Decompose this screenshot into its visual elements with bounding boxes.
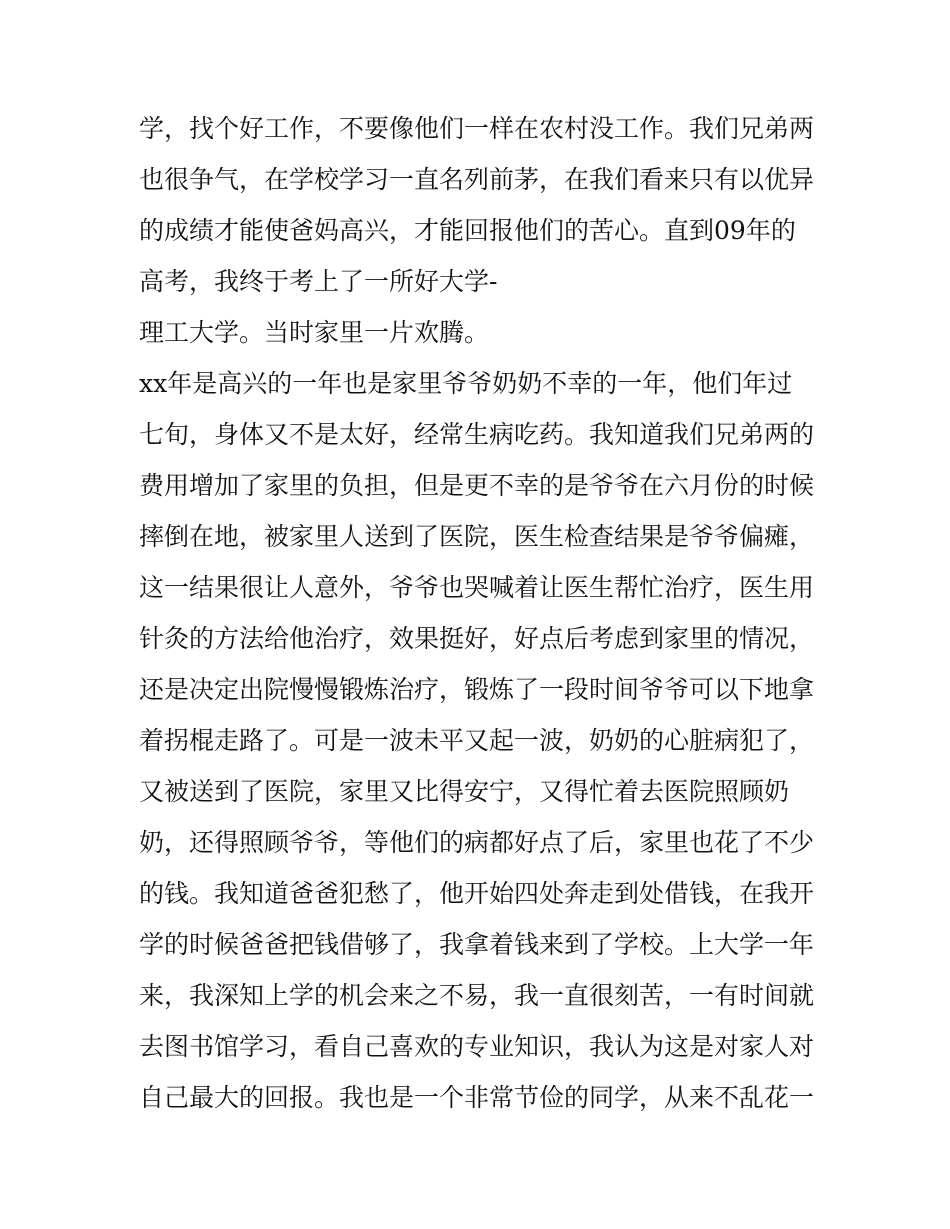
text-line: 奶，还得照顾爷爷，等他们的病都好点了后，家里也花了不少 [139, 828, 815, 857]
text-line: 还是决定出院慢慢锻炼治疗，锻炼了一段时间爷爷可以下地拿 [139, 675, 815, 704]
text-line: 高考，我终于考上了一所好大学- [139, 267, 498, 296]
text-line: 又被送到了医院，家里又比得安宁，又得忙着去医院照顾奶 [139, 777, 790, 806]
text-line: 这一结果很让人意外，爷爷也哭喊着让医生帮忙治疗，医生用 [139, 573, 815, 602]
text-line: 七旬，身体又不是太好，经常生病吃药。我知道我们兄弟两的 [139, 420, 815, 449]
text-line: 理工大学。当时家里一片欢腾。 [139, 318, 490, 347]
text-line: xx年是高兴的一年也是家里爷爷奶奶不幸的一年，他们年过 [139, 369, 793, 398]
text-line: 费用增加了家里的负担，但是更不幸的是爷爷在六月份的时候 [139, 471, 815, 500]
text-line: 自己最大的回报。我也是一个非常节俭的同学，从来不乱花一 [139, 1083, 815, 1112]
text-line: 学的时候爸爸把钱借够了，我拿着钱来到了学校。上大学一年 [139, 930, 815, 959]
text-line: 去图书馆学习，看自己喜欢的专业知识，我认为这是对家人对 [139, 1032, 815, 1061]
text-line: 摔倒在地，被家里人送到了医院，医生检查结果是爷爷偏瘫， [139, 522, 815, 551]
text-line: 着拐棍走路了。可是一波未平又起一波，奶奶的心脏病犯了， [139, 726, 815, 755]
text-line: 的钱。我知道爸爸犯愁了，他开始四处奔走到处借钱，在我开 [139, 879, 815, 908]
text-line: 的成绩才能使爸妈高兴，才能回报他们的苦心。直到09年的 [139, 216, 796, 245]
text-line: 来，我深知上学的机会来之不易，我一直很刻苦，一有时间就 [139, 981, 815, 1010]
text-line: 也很争气，在学校学习一直名列前茅，在我们看来只有以优异 [139, 165, 815, 194]
text-line: 针灸的方法给他治疗，效果挺好，好点后考虑到家里的情况， [139, 624, 815, 653]
text-line: 学，找个好工作，不要像他们一样在农村没工作。我们兄弟两 [139, 114, 815, 143]
